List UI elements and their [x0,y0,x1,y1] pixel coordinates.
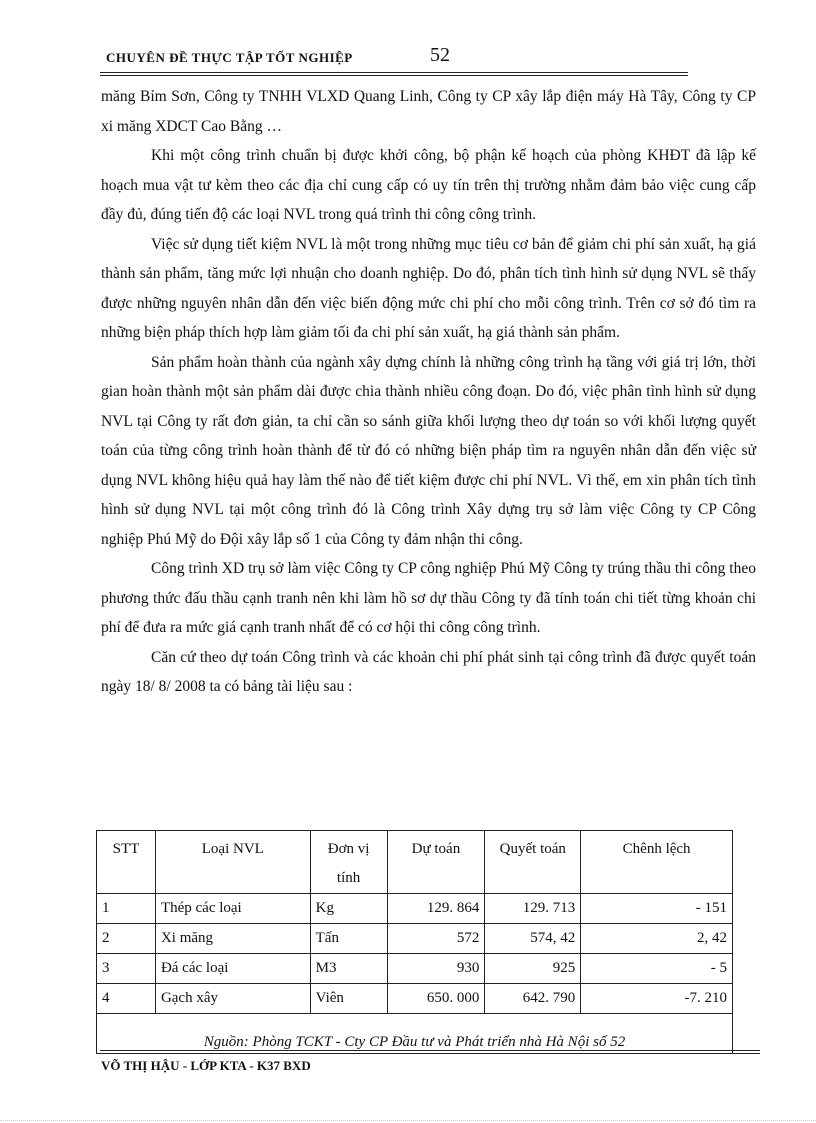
cell-stt: 3 [97,954,156,984]
cell-unit: Viên [310,984,387,1014]
cell-material: Đá các loại [155,954,310,984]
table-header-row [97,831,733,894]
paragraph: Việc sử dụng tiết kiệm NVL là một trong những mục tiêu cơ bản để giảm chi phí sản xuất, hạ giá thành sản phẩm, tăng mức lợi nhuận cho doanh nghiệp. Do đó, phân tích tình hình sử dụng NVL sẽ thấy được những nguyên nhân dẫn đến việc biến động mức chi phí cho mỗi công trình. Trên cơ sở đó tìm ra những biện pháp thích hợp làm giảm tối đa chi phí sản xuất, hạ giá thành sản phẩm. [101,235,756,341]
header-title: CHUYÊN ĐỀ THỰC TẬP TỐT NGHIỆP [106,50,353,65]
cell-material: Xi măng [155,924,310,954]
col-header-unit: Đơn vị tính [310,831,387,894]
cell-estimate: 650. 000 [387,984,485,1014]
col-header-settlement: Quyết toán [485,831,581,894]
footer-author: VÕ THỊ HẬU - LỚP KTA - K37 BXD [101,1058,311,1073]
table-row [97,984,733,1014]
paragraph: măng Bỉm Sơn, Công ty TNHH VLXD Quang Linh, Công ty CP xây lắp điện máy Hà Tây, Công ty CP xi măng XDCT Cao Bằng … [101,88,756,135]
col-header-material: Loại NVL [155,831,310,894]
paragraph: Sản phẩm hoàn thành của ngành xây dựng chính là những công trình hạ tầng với giá trị lớn, thời gian hoàn thành một sản phẩm dài được chia thành nhiều công đoạn. Do đó, việc phân tình hình sử dụng NVL tại Công ty rất đơn giản, ta chỉ cần so sánh giữa khối lượng theo dự toán so với khối lượng quyết toán của từng công trình hoàn thành để từ đó có những biện pháp tìm ra nguyên nhân dẫn đến việc sử dụng NVL không hiệu quả hay làm thế nào để tiết kiệm được chi phí NVL. Vì thế, em xin phân tích tình hình sử dụng NVL tại một công trình đó là Công trình Xây dựng trụ sở làm việc Công ty CP Công nghiệp Phú Mỹ do Đội xây lắp số 1 của Công ty đảm nhận thi công. [101,353,756,548]
materials-table [96,830,733,1054]
table-row [97,924,733,954]
cell-material: Gạch xây [155,984,310,1014]
page-bottom-border [0,1120,816,1121]
cell-settlement: 642. 790 [485,984,581,1014]
table-source-row [97,1014,733,1054]
col-header-stt: STT [97,831,156,894]
cell-stt: 1 [97,894,156,924]
cell-unit: Tấn [310,924,387,954]
header-rule [100,72,688,73]
footer-rule-double [100,1053,760,1054]
cell-difference: 2, 42 [581,924,733,954]
body-text [101,82,756,702]
cell-difference: -7. 210 [581,984,733,1014]
cell-settlement: 574, 42 [485,924,581,954]
cell-difference: - 151 [581,894,733,924]
table-row [97,894,733,924]
cell-difference: - 5 [581,954,733,984]
cell-stt: 2 [97,924,156,954]
cell-material: Thép các loại [155,894,310,924]
cell-settlement: 129. 713 [485,894,581,924]
col-header-estimate: Dự toán [387,831,485,894]
footer-rule [100,1050,760,1051]
cell-estimate: 129. 864 [387,894,485,924]
cell-estimate: 572 [387,924,485,954]
col-header-difference: Chênh lệch [581,831,733,894]
cell-unit: M3 [310,954,387,984]
table-source-note: Nguồn: Phòng TCKT - Cty CP Đầu tư và Phát triển nhà Hà Nội số 52 [97,1014,733,1054]
cell-settlement: 925 [485,954,581,984]
cell-estimate: 930 [387,954,485,984]
page-number: 52 [430,44,450,66]
cell-stt: 4 [97,984,156,1014]
table-row [97,954,733,984]
paragraph: Khi một công trình chuẩn bị được khởi công, bộ phận kế hoạch của phòng KHĐT đã lập kế hoạch mua vật tư kèm theo các địa chỉ cung cấp có uy tín trên thị trường nhằm đảm bảo việc cung cấp đầy đủ, đúng tiến độ các loại NVL trong quá trình thi công công trình. [101,147,756,223]
header-rule-double [100,75,688,76]
page-header [100,44,688,74]
paragraph: Căn cứ theo dự toán Công trình và các khoản chi phí phát sinh tại công trình đã được quyết toán ngày 18/ 8/ 2008 ta có bảng tài liệu sau : [101,648,756,695]
paragraph: Công trình XD trụ sở làm việc Công ty CP công nghiệp Phú Mỹ Công ty trúng thầu thi công theo phương thức đấu thầu cạnh tranh nên khi làm hồ sơ dự thầu Công ty đã tính toán chi tiết từng khoản chi phí để đưa ra mức giá cạnh tranh nhất để có cơ hội thi công công trình. [101,560,756,636]
cell-unit: Kg [310,894,387,924]
